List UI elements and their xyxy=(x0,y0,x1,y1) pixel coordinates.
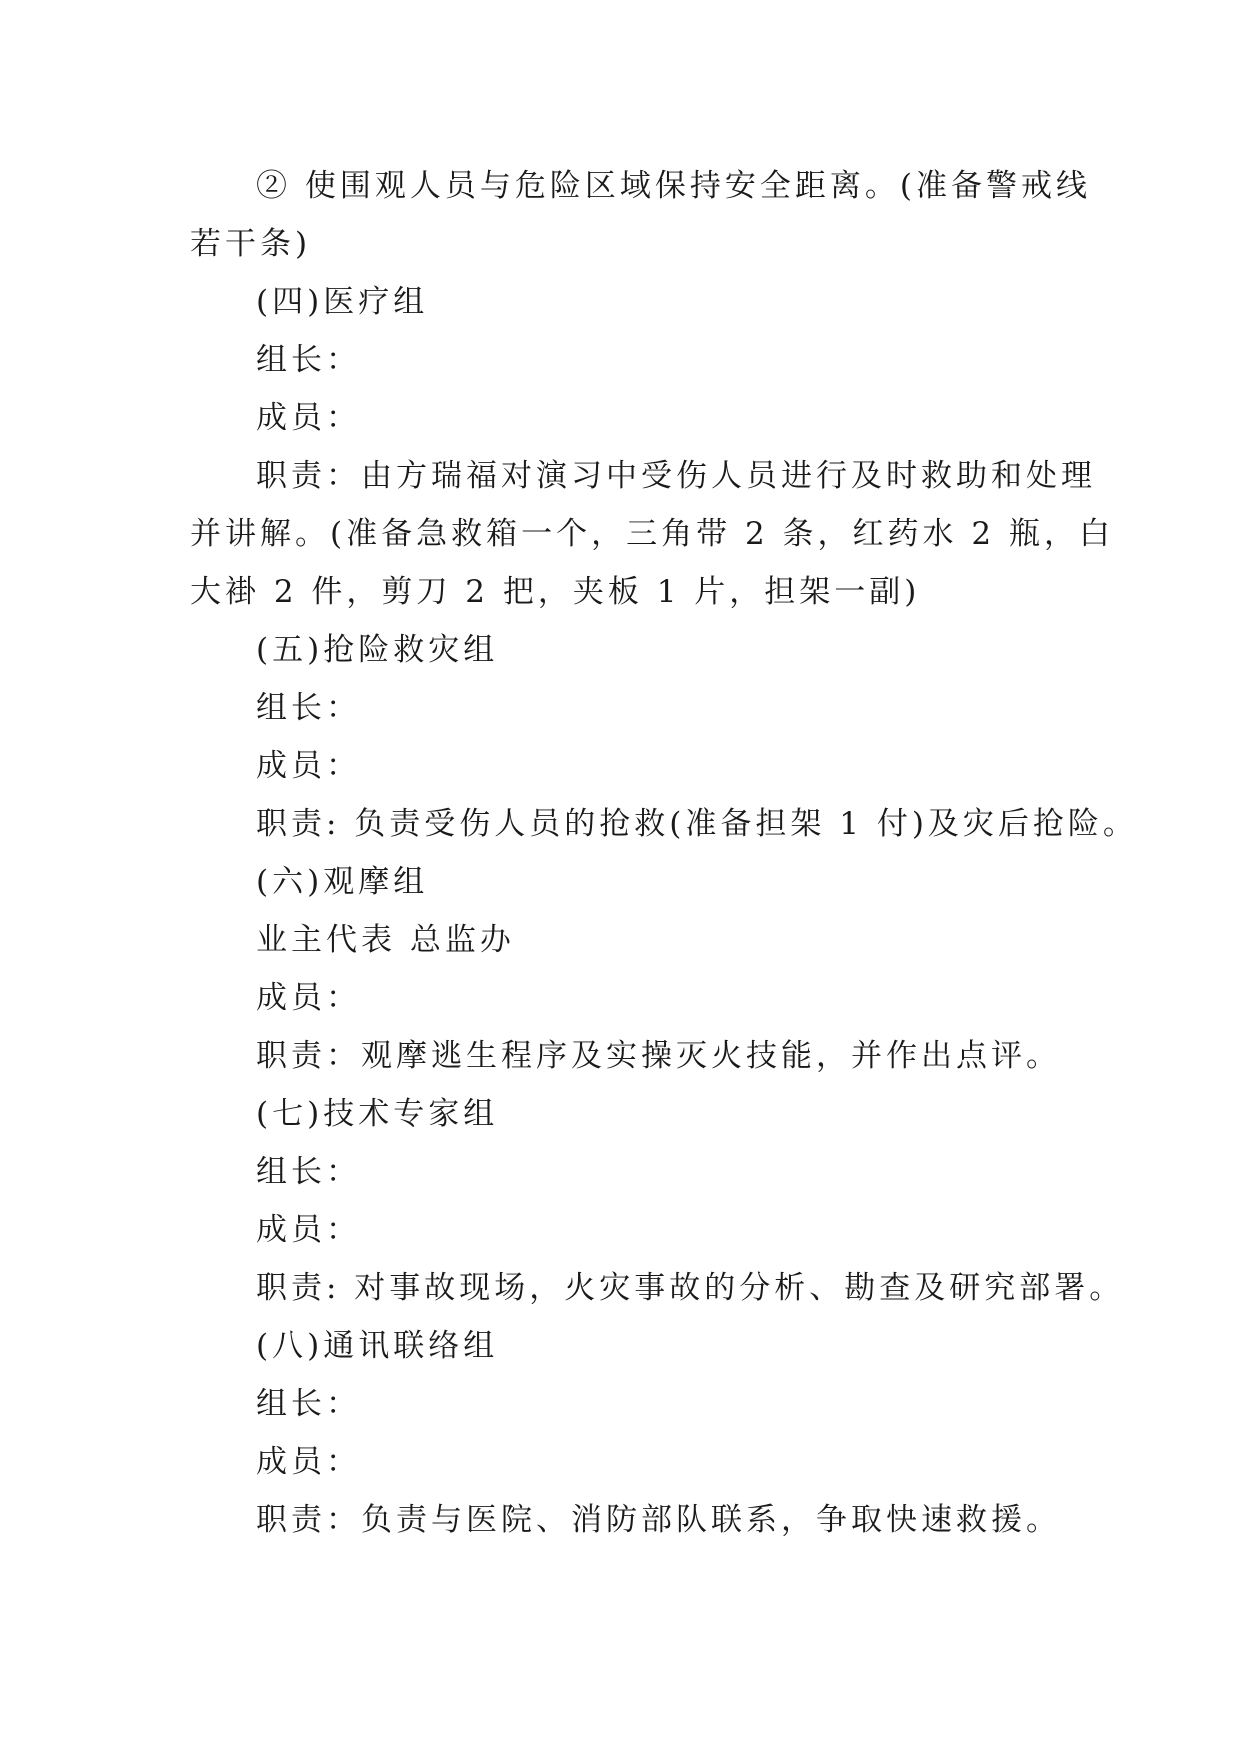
paragraph-line: 成员： xyxy=(256,1212,361,1248)
paragraph-line: 职责：观摩逃生程序及实操灭火技能，并作出点评。 xyxy=(256,1038,1061,1074)
section-heading: (四)医疗组 xyxy=(256,284,429,320)
section-heading: (七)技术专家组 xyxy=(256,1096,499,1132)
paragraph-line: 组长： xyxy=(256,1386,361,1422)
section-heading: (五)抢险救灾组 xyxy=(256,632,499,668)
paragraph-line: 组长： xyxy=(256,342,361,378)
paragraph-line: ② 使围观人员与危险区域保持安全距离。(准备警戒线 xyxy=(256,168,1091,204)
paragraph-line: 业主代表 总监办 xyxy=(256,922,515,958)
paragraph-line: 职责：由方瑞福对演习中受伤人员进行及时救助和处理 xyxy=(256,458,1096,494)
paragraph-line: 组长： xyxy=(256,690,361,726)
paragraph-line: 职责：负责与医院、消防部队联系，争取快速救援。 xyxy=(256,1502,1061,1538)
paragraph-line: 成员： xyxy=(256,1444,361,1480)
paragraph-line: 成员： xyxy=(256,980,361,1016)
paragraph-line: 若干条) xyxy=(190,226,312,262)
paragraph-line: 组长： xyxy=(256,1154,361,1190)
section-heading: (六)观摩组 xyxy=(256,864,429,900)
section-heading: (八)通讯联络组 xyxy=(256,1328,499,1364)
paragraph-line: 职责: 负责受伤人员的抢救(准备担架 1 付)及灾后抢险。 xyxy=(256,806,1138,842)
paragraph-line: 职责: 对事故现场，火灾事故的分析、勘查及研究部署。 xyxy=(256,1270,1125,1306)
paragraph-line: 成员： xyxy=(256,748,361,784)
paragraph-line: 并讲解。(准备急救箱一个，三角带 2 条，红药水 2 瓶，白 xyxy=(190,516,1114,552)
paragraph-line: 大褂 2 件，剪刀 2 把，夹板 1 片，担架一副) xyxy=(190,574,921,610)
paragraph-line: 成员： xyxy=(256,400,361,436)
